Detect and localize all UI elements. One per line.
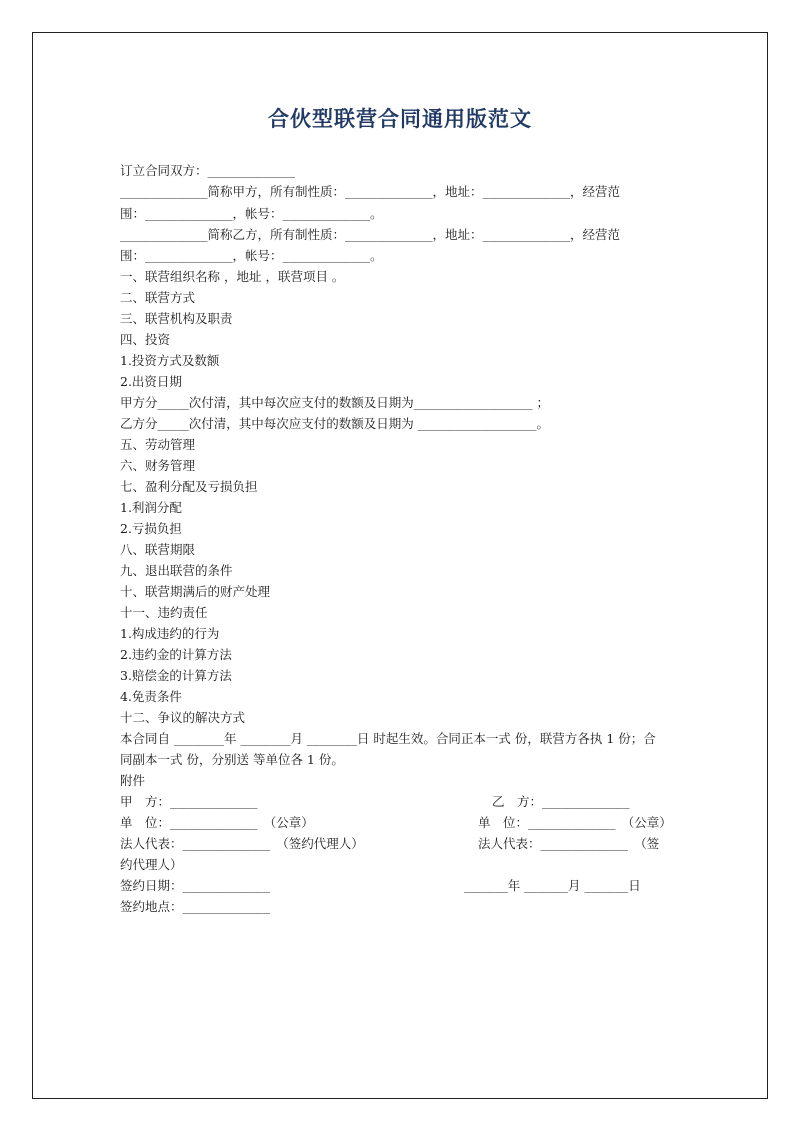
section-11-item-4: 4.免责条件 [120, 689, 182, 704]
signature-row-date [120, 875, 680, 896]
section-7-item-2: 2.亏损负担 [120, 521, 182, 536]
signature-row-parties [120, 791, 680, 812]
sign-place-field: 签约地点：______________ [120, 899, 271, 914]
section-9: 九、退出联营的条件 [120, 563, 233, 578]
legal-rep-a-field: 法人代表：______________ （签约代理人） [120, 836, 364, 851]
line-attachment: 附件 [120, 773, 146, 788]
sign-date-ymd: _______年 _______月 _______日 [464, 878, 641, 893]
unit-b-field: 单 位：______________ （公章） [478, 815, 672, 830]
line-party-a: ______________简称甲方，所有制性质：______________，地址：______________，经营范 [120, 184, 621, 199]
party-b-field: 乙 方：______________ [492, 794, 630, 809]
line-party-b: ______________简称乙方，所有制性质：______________，地址：______________，经营范 [120, 227, 621, 242]
section-8: 八、联营期限 [120, 542, 196, 557]
section-3: 三、联营机构及职责 [120, 311, 233, 326]
section-11-item-1: 1.构成违约的行为 [120, 626, 220, 641]
section-7-item-1: 1.利润分配 [120, 500, 182, 515]
line-party-a-payment: 甲方分_____次付清，其中每次应支付的数额及日期为___________________ ； [120, 395, 549, 410]
section-4: 四、投资 [120, 332, 171, 347]
line-party-b-cont: 围：______________，帐号：______________。 [120, 248, 383, 263]
line-copies: 同副本一式 份，分别送 等单位各 1 份。 [120, 752, 344, 767]
line-effective-date: 本合同自 ________年 ________月 ________日 时起生效。合同正本一式 份，联营方各执 1 份；合 [120, 731, 656, 746]
document-title: 合伙型联营合同通用版范文 [268, 106, 532, 131]
section-7: 七、盈利分配及亏损负担 [120, 479, 258, 494]
section-11: 十一、违约责任 [120, 605, 208, 620]
unit-a-field: 单 位：______________ （公章） [120, 815, 314, 830]
legal-rep-cont: 约代理人） [120, 857, 183, 872]
section-5: 五、劳动管理 [120, 437, 196, 452]
section-4-item-1: 1.投资方式及数额 [120, 353, 220, 368]
section-2: 二、联营方式 [120, 290, 196, 305]
section-4-item-2: 2.出资日期 [120, 374, 182, 389]
signature-row-legal [120, 833, 680, 854]
section-10: 十、联营期满后的财产处理 [120, 584, 271, 599]
section-6: 六、财务管理 [120, 458, 196, 473]
signature-row-units [120, 812, 680, 833]
party-a-field: 甲 方：______________ [120, 794, 258, 809]
section-11-item-3: 3.赔偿金的计算方法 [120, 668, 232, 683]
legal-rep-b-field: 法人代表：______________ （签 [478, 836, 660, 851]
section-11-item-2: 2.违约金的计算方法 [120, 647, 232, 662]
line-party-b-payment: 乙方分_____次付清，其中每次应支付的数额及日期为 ___________________。 [120, 416, 549, 431]
section-1: 一、联营组织名称 ，地址 ，联营项目 。 [120, 269, 345, 284]
sign-date-field: 签约日期：______________ [120, 878, 271, 893]
section-12: 十二、争议的解决方式 [120, 710, 246, 725]
line-party-a-cont: 围：______________，帐号：______________。 [120, 206, 383, 221]
line-parties: 订立合同双方：______________ [120, 163, 296, 178]
